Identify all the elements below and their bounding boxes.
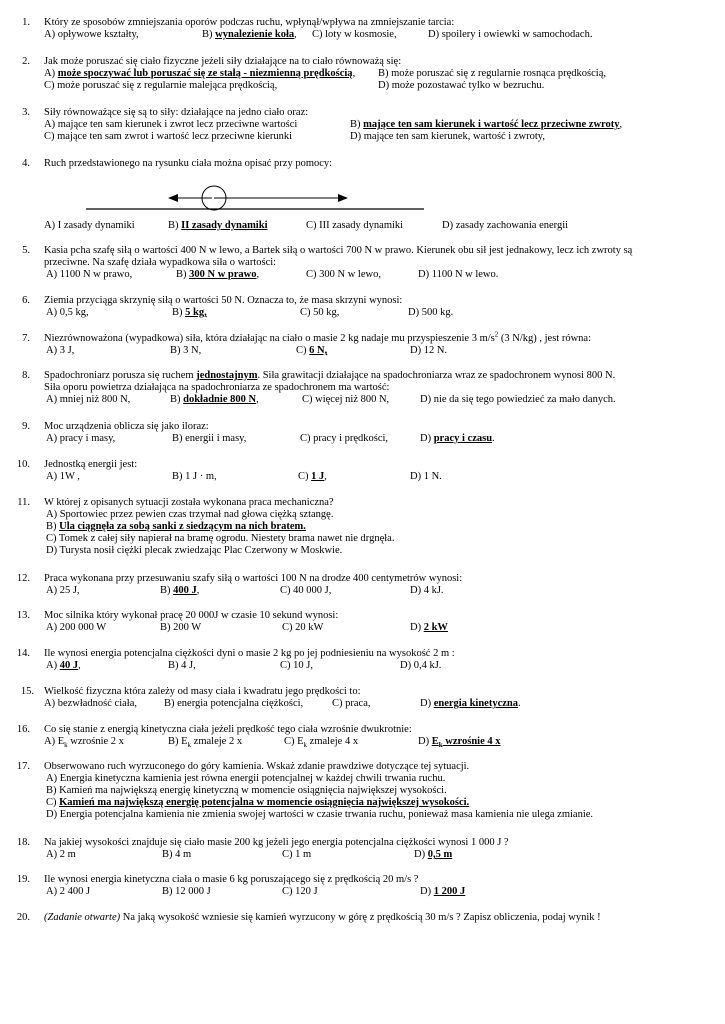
- question-text: Jednostką energii jest:: [44, 459, 138, 470]
- option-c: C) 1 m: [282, 849, 312, 860]
- option-d: D) pracy i czasu.: [420, 433, 495, 444]
- option-a: A) bezwładność ciała,: [44, 698, 137, 709]
- option-a: A) 40 J,: [46, 660, 81, 671]
- option-d: D) 1 N.: [410, 471, 442, 482]
- correct-answer: 400 J: [173, 585, 197, 596]
- option-c: C) III zasady dynamiki: [306, 220, 404, 231]
- option-c: C) Kamień ma największą energię potencjalna w momencie osiągnięcia największej wysokości.: [46, 797, 470, 808]
- correct-answer: Kamień ma największą energię potencjalna w momencie osiągnięcia największej wysokości.: [59, 797, 470, 808]
- motion-diagram: [0, 178, 725, 218]
- question-text: Ile wynosi energia kinetyczna ciała o masie 6 kg poruszającego się z prędkością 20 m/s ?: [44, 874, 419, 885]
- correct-answer: pracy i czasu: [433, 433, 493, 444]
- arrow-right-head: [338, 194, 348, 202]
- question-number: 14.: [16, 648, 30, 659]
- correct-answer: 1 200 J: [433, 886, 466, 897]
- option-a: A) 2 400 J: [46, 886, 91, 897]
- option-d: D) zasady zachowania energii: [442, 220, 569, 231]
- correct-answer: 40 J: [59, 660, 79, 671]
- question-number: 12.: [16, 573, 30, 584]
- option-a: A) mniej niż 800 N,: [46, 394, 131, 405]
- question-number: 5.: [22, 245, 30, 256]
- correct-answer: może spoczywać lub poruszać się ze stałą - niezmienną prędkością: [57, 68, 353, 79]
- option-c: C) $E_k$ zmaleje 4 x: [284, 736, 359, 750]
- option-a: A) opływowe kształty,: [44, 29, 139, 40]
- question-text: Który ze sposobów zmniejszania oporów podczas ruchu, wpłynął/wpływa na zmniejszanie tarcia:: [44, 17, 455, 28]
- question-number: 17.: [16, 761, 30, 772]
- option-c: C) 40 000 J,: [280, 585, 332, 596]
- question-text: Ile wynosi energia potencjalna ciężkości dyni o masie 2 kg po jej podniesieniu na wysokość 2 m :: [44, 648, 455, 659]
- correct-answer: 0,5 m: [427, 849, 453, 860]
- option-b: B) 1 J · m,: [172, 471, 217, 482]
- option-c: C) 300 N w lewo,: [306, 269, 381, 280]
- option-b: B) 12 000 J: [162, 886, 211, 897]
- option-b: B) 400 J,: [160, 585, 200, 596]
- question-text: Obserwowano ruch wyrzuconego do góry kamienia. Wskaż zdanie prawdziwe dotyczące tej sytuacji.: [44, 761, 470, 772]
- option-d: D) energia kinetyczna.: [420, 698, 521, 709]
- option-c: C) pracy i prędkości,: [300, 433, 389, 444]
- option-a: A) 1100 N w prawo,: [46, 269, 133, 280]
- option-d: D) 1100 N w lewo.: [418, 269, 499, 280]
- question-number: 19.: [16, 874, 30, 885]
- exponent: 2: [494, 330, 499, 339]
- option-c: C) mające ten sam zwrot i wartość lecz przeciwne kierunki: [44, 131, 293, 142]
- option-c: C) 10 J,: [280, 660, 313, 671]
- question-text: Ziemia przyciąga skrzynię siłą o wartości 50 N. Oznacza to, że masa skrzyni wynosi:: [44, 295, 403, 306]
- question-text: Kasia pcha szafę siłą o wartości 400 N w lewo, a Bartek siłą o wartości 700 N w prawo. Kierunek obu sił jest jednakowy, lecz ich zwroty są: [44, 245, 633, 256]
- option-a: A) $E_k$ wzrośnie 2 x: [44, 736, 124, 750]
- option-b: B) II zasady dynamiki: [168, 220, 268, 231]
- option-d: D) nie da się tego powiedzieć za mało danych.: [420, 394, 616, 405]
- question-text: Niezrównoważona (wypadkowa) siła, która działając na ciało o masie 2 kg nadaje mu przyspieszenie 3 $m/s^2$ (3 N/kg) , jest równa:: [44, 330, 591, 344]
- option-a: A) 0,5 kg,: [46, 307, 89, 318]
- question-number: 1.: [22, 17, 30, 28]
- option-d: D) może pozostawać tylko w bezruchu.: [378, 80, 545, 91]
- option-a: A) I zasady dynamiki: [44, 220, 135, 231]
- option-b: B) może poruszać się z regularnie rosnąca prędkością,: [378, 68, 606, 79]
- open-task-label: (Zadanie otwarte): [44, 912, 121, 923]
- correct-answer: 1 J: [311, 471, 325, 482]
- option-b: B) energii i masy,: [172, 433, 247, 444]
- question-number: 2.: [22, 56, 30, 67]
- option-b: B) 4 m: [162, 849, 192, 860]
- option-a: A) 200 000 W: [46, 622, 107, 633]
- option-d: D) 12 N.: [410, 345, 448, 356]
- key-term: jednostajnym: [196, 370, 258, 381]
- option-a: A) 25 J,: [46, 585, 80, 596]
- question-number: 18.: [16, 837, 30, 848]
- option-a: A) Sportowiec przez pewien czas trzymał nad głowa ciężką sztangę.: [46, 509, 334, 520]
- option-b: B) $E_k$ zmaleje 2 x: [168, 736, 243, 750]
- option-c: C) praca,: [332, 698, 371, 709]
- question-text: W której z opisanych sytuacji została wykonana praca mechaniczna?: [44, 497, 334, 508]
- option-b: B) 4 J,: [168, 660, 196, 671]
- correct-answer: wynalezienie koła: [215, 29, 295, 40]
- correct-answer: energia kinetyczna: [433, 698, 518, 709]
- question-number: 6.: [22, 295, 30, 306]
- option-d: D) 0,5 m: [414, 849, 453, 860]
- option-c: C) loty w kosmosie,: [312, 29, 397, 40]
- question-text: Co się stanie z energią kinetyczna ciała jeżeli prędkość tego ciała wzrośnie dwukrotnie:: [44, 724, 412, 735]
- option-a: A) Energia kinetyczna kamienia jest równa energii potencjalnej w każdej chwili trwania ruchu.: [46, 773, 446, 784]
- question-text: Siła oporu powietrza działająca na spadochroniarza ze spadochronem ma wartość:: [44, 382, 390, 393]
- option-a: A) pracy i masy,: [46, 433, 116, 444]
- option-d: D) mające ten sam kierunek, wartość i zwroty,: [350, 131, 545, 142]
- option-c: C) 6 N,: [296, 345, 328, 356]
- option-b: B) 300 N w prawo,: [176, 269, 260, 280]
- option-a: A) 3 J,: [46, 345, 75, 356]
- option-d: D) 2 kW: [410, 622, 448, 633]
- option-d: D) 4 kJ.: [410, 585, 444, 596]
- option-d: D) 500 kg.: [408, 307, 454, 318]
- correct-answer: mające ten sam kierunek i wartość lecz przeciwne zwroty: [363, 119, 620, 130]
- option-a: A) 1W ,: [46, 471, 80, 482]
- question-text: przeciwne. Na szafę działa wypadkowa siła o wartości:: [44, 257, 277, 268]
- option-b: B) Kamień ma największą energię kinetyczną w momencie osiągnięcia największej wysokości.: [46, 785, 447, 796]
- correct-answer: 6 N,: [309, 345, 328, 356]
- question-number: 3.: [22, 107, 30, 118]
- correct-answer: 5 kg,: [185, 307, 207, 318]
- question-text: Spadochroniarz porusza się ruchem jednostajnym. Siła grawitacji działające na spadochroniarza wraz ze spadochronem wynosi 800 N.: [44, 370, 616, 381]
- option-d: D) $E_k$ wzrośnie 4 x: [418, 736, 501, 750]
- option-b: B) 5 kg,: [172, 307, 207, 318]
- arrow-left-head: [168, 194, 178, 202]
- question-text: Moc silnika który wykonał pracę 20 000J w czasie 10 sekund wynosi:: [44, 610, 339, 621]
- question-text: Ruch przedstawionego na rysunku ciała można opisać przy pomocy:: [44, 158, 333, 169]
- option-b: B) wynalezienie koła,: [202, 29, 297, 40]
- option-a: A) 2 m: [46, 849, 76, 860]
- option-b: B) 3 N,: [170, 345, 202, 356]
- option-b: B) mające ten sam kierunek i wartość lecz przeciwne zwroty,: [350, 119, 623, 130]
- option-d: D) 0,4 kJ.: [400, 660, 442, 671]
- question-number: 10.: [16, 459, 30, 470]
- correct-answer: 2 kW: [423, 622, 448, 633]
- question-text: Praca wykonana przy przesuwaniu szafy siłą o wartości 100 N na drodze 400 centymetrów wynosi:: [44, 573, 463, 584]
- option-a: A) może spoczywać lub poruszać się ze stałą - niezmienną prędkością,: [44, 68, 356, 79]
- question-number: 9.: [22, 421, 30, 432]
- correct-answer: 300 N w prawo: [189, 269, 257, 280]
- question-number: 16.: [16, 724, 30, 735]
- option-c: C) 50 kg,: [300, 307, 340, 318]
- option-d: D) Turysta nosił ciężki plecak zwiedzając Plac Czerwony w Moskwie.: [46, 545, 343, 556]
- option-b: B) energia potencjalna ciężkości,: [164, 698, 304, 709]
- option-c: C) 1 J,: [298, 471, 327, 482]
- question-number: 13.: [16, 610, 30, 621]
- option-b: B) dokładnie 800 N,: [170, 394, 259, 405]
- correct-answer: II zasady dynamiki: [181, 220, 268, 231]
- question-number: 4.: [22, 158, 30, 169]
- question-number: 20.: [16, 912, 30, 923]
- question-number: 11.: [17, 497, 30, 508]
- option-c: C) 20 kW: [282, 622, 324, 633]
- question-number: 7.: [22, 333, 30, 344]
- option-c: C) więcej niż 800 N,: [302, 394, 390, 405]
- question-text: (Zadanie otwarte) Na jaką wysokość wzniesie się kamień wyrzucony w górę z prędkością 30 m/s ? Zapisz obliczenia, podaj wynik !: [44, 912, 601, 923]
- question-text: Siły równoważące się są to siły: działające na jedno ciało oraz:: [44, 107, 309, 118]
- correct-answer: $E_k$ wzrośnie 4 x: [431, 736, 501, 750]
- option-d: D) 1 200 J: [420, 886, 466, 897]
- option-b: B) Ula ciągnęła za sobą sanki z siedzącym na nich bratem.: [46, 521, 306, 532]
- question-text: Jak może poruszać się ciało fizyczne jeżeli siły działające na to ciało równoważą się:: [44, 56, 402, 67]
- option-d: D) spoilery i owiewki w samochodach.: [428, 29, 593, 40]
- option-c: C) może poruszać się z regularnie malejąca prędkością,: [44, 80, 278, 91]
- question-text: Wielkość fizyczna która zależy od masy ciała i kwadratu jego prędkości to:: [44, 686, 361, 697]
- option-b: B) 200 W: [160, 622, 202, 633]
- question-text: Moc urządzenia oblicza się jako iloraz:: [44, 421, 209, 432]
- option-c: C) Tomek z całej siły napierał na bramę ogrodu. Niestety brama nawet nie drgnęła.: [46, 533, 395, 544]
- question-number: 15.: [20, 686, 34, 697]
- correct-answer: Ula ciągnęła za sobą sanki z siedzącym na nich bratem.: [59, 521, 306, 532]
- question-text: Na jakiej wysokości znajduje się ciało masie 200 kg jeżeli jego energia potencjalna ciężkości wynosi 1 000 J ?: [44, 837, 509, 848]
- option-a: A) mające ten sam kierunek i zwrot lecz przeciwne wartości: [44, 119, 298, 130]
- correct-answer: dokładnie 800 N: [183, 394, 257, 405]
- option-c: C) 120 J: [282, 886, 318, 897]
- option-d: D) Energia potencjalna kamienia nie zmienia swojej wartości w czasie trwania ruchu, ponieważ masa kamienia nie ulega zmianie.: [46, 809, 594, 820]
- question-number: 8.: [22, 370, 30, 381]
